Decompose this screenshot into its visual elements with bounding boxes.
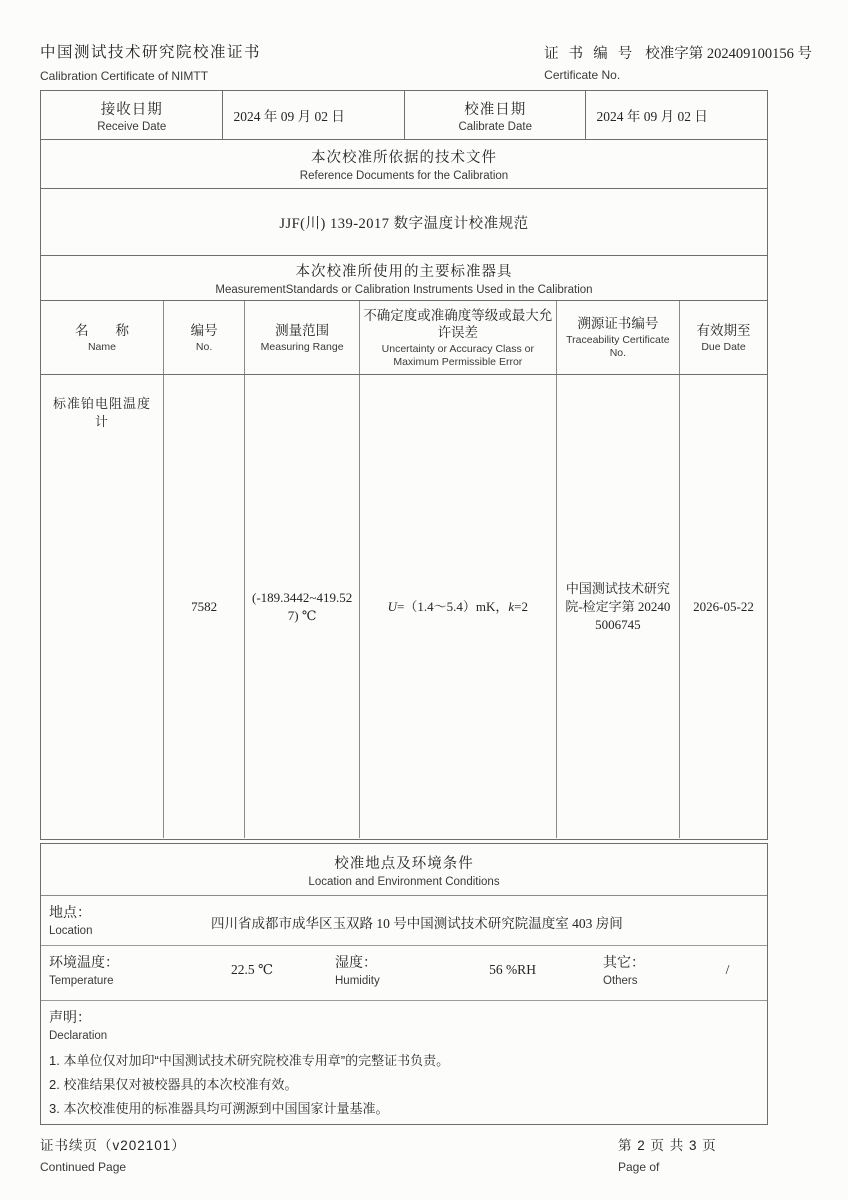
- dates-table: [40, 90, 768, 140]
- uncertainty-symbol-u: U: [387, 598, 398, 614]
- temperature-label-group: [41, 946, 177, 1000]
- reference-heading-en: Reference Documents for the Calibration: [299, 170, 509, 182]
- column-header-uncertainty-zh: 不确定度或准确度等级或最大允许误差: [363, 307, 553, 340]
- column-header-no-en: No.: [195, 340, 213, 353]
- declaration-label-zh: 声明：: [49, 1009, 91, 1025]
- others-label-zh: 其它：: [603, 954, 645, 970]
- instrument-name: 标准铂电阻温度计: [52, 396, 151, 429]
- reference-documents-heading: [40, 139, 768, 189]
- instrument-no: 7582: [191, 598, 218, 614]
- cell-instrument-name: [41, 375, 163, 451]
- coverage-factor-symbol-k: k: [508, 598, 515, 614]
- header-right: [544, 36, 812, 90]
- column-header-range-zh: 测量范围: [275, 322, 330, 338]
- calibrate-date-label-zh: 校准日期: [464, 101, 527, 118]
- calibrate-date-label-cell: [404, 91, 585, 139]
- footer-right: [618, 1134, 768, 1174]
- column-header-traceability: [556, 301, 679, 374]
- certificate-number-value: 校准字第 202409100156 号: [645, 46, 812, 62]
- location-value: 四川省成都市成华区玉双路 10 号中国测试技术研究院温度室 403 房间: [211, 916, 623, 931]
- footer-left: [40, 1134, 186, 1174]
- column-header-traceability-zh: 溯源证书编号: [577, 316, 659, 331]
- calibrate-date-value: 2024 年 09 月 02 日: [585, 91, 767, 139]
- location-label-zh: 地点：: [49, 904, 91, 920]
- column-header-name-en: Name: [87, 340, 116, 353]
- column-header-due-date: [679, 301, 767, 374]
- declaration-item: 3. 本次校准使用的标准器具均可溯源到中国国家计量基准。: [49, 1101, 389, 1116]
- measuring-range: (-189.3442~419.527) ℃: [252, 589, 353, 623]
- reference-heading-zh: 本次校准所依据的技术文件: [311, 150, 497, 166]
- calibrate-date-label-en: Calibrate Date: [458, 120, 532, 133]
- page-footer: [40, 1134, 768, 1174]
- reference-document-value: JJF(川) 139-2017 数字温度计校准规范: [40, 188, 768, 256]
- column-header-uncertainty: [359, 301, 556, 374]
- continued-page-label-zh: 证书续页（v202101）: [40, 1138, 186, 1153]
- page-content: [40, 36, 812, 1174]
- traceability-certificate-no: 中国测试技术研究院-检定字第 202405006745: [565, 580, 671, 632]
- cell-due-date: [679, 375, 767, 838]
- column-header-no-zh: 编号: [190, 322, 218, 338]
- receive-date-label-zh: 接收日期: [100, 101, 163, 118]
- column-header-traceability-en: Traceability Certificate No.: [566, 334, 670, 359]
- column-header-name-zh: 名 称: [74, 322, 129, 338]
- temperature-value: 22.5 ℃: [230, 962, 274, 977]
- others-label-en: Others: [603, 975, 638, 987]
- location-label-group: [41, 896, 211, 945]
- certificate-number-line: [544, 36, 812, 63]
- location-heading-zh: 校准地点及环境条件: [334, 855, 474, 872]
- cell-traceability: [556, 375, 679, 838]
- standards-heading: [40, 255, 768, 301]
- cell-instrument-no: [163, 375, 244, 838]
- header: [40, 36, 812, 90]
- location-heading-en: Location and Environment Conditions: [308, 875, 500, 888]
- column-header-due-date-en: Due Date: [701, 340, 746, 353]
- humidity-label-zh: 湿度：: [335, 954, 377, 970]
- column-header-range: [244, 301, 359, 374]
- receive-date-label-cell: [41, 91, 222, 139]
- certificate-number-label-en: Certificate No.: [544, 68, 621, 82]
- page-title-en: Calibration Certificate of NIMTT: [40, 69, 209, 83]
- others-label-group: [595, 946, 688, 1000]
- column-header-uncertainty-en: Uncertainty or Accuracy Class or Maximum Permissible Error: [381, 342, 534, 368]
- temperature-label-en: Temperature: [49, 975, 114, 987]
- standards-heading-en: MeasurementStandards or Calibration Instruments Used in the Calibration: [215, 284, 593, 296]
- declaration-label-en: Declaration: [49, 1030, 108, 1042]
- humidity-label-en: Humidity: [335, 975, 380, 987]
- uncertainty-value: [363, 569, 553, 645]
- column-header-name: [41, 301, 163, 374]
- standards-table: [40, 300, 768, 840]
- declaration-item: 2. 校准结果仅对被校器具的本次校准有效。: [49, 1077, 298, 1092]
- page-title-zh: 中国测试技术研究院校准证书: [40, 44, 262, 61]
- location-environment-heading: [41, 844, 767, 896]
- declaration-section: [41, 1001, 767, 1124]
- location-row: [41, 896, 767, 946]
- column-header-no: [163, 301, 244, 374]
- receive-date-label-en: Receive Date: [97, 120, 167, 133]
- humidity-value: 56 %RH: [489, 962, 536, 977]
- others-value: /: [725, 962, 730, 977]
- humidity-label-group: [327, 946, 430, 1000]
- column-header-due-date-zh: 有效期至: [696, 322, 751, 338]
- uncertainty-text: =（1.4～5.4）mK，: [397, 598, 509, 614]
- cell-uncertainty: [359, 375, 556, 838]
- temperature-label-zh: 环境温度：: [49, 954, 119, 970]
- standards-table-header: [41, 301, 767, 375]
- declaration-item: 1. 本单位仅对加印“中国测试技术研究院校准专用章”的完整证书负责。: [49, 1053, 450, 1068]
- receive-date-value: 2024 年 09 月 02 日: [222, 91, 404, 139]
- location-label-en: Location: [49, 925, 93, 937]
- location-environment-section: [40, 843, 768, 1125]
- cell-measuring-range: [244, 375, 359, 838]
- certificate-number-label-zh: 证 书 编 号: [544, 46, 636, 62]
- header-left: [40, 36, 261, 90]
- environment-row: [41, 946, 767, 1001]
- column-header-range-en: Measuring Range: [260, 340, 344, 353]
- page-number-zh: 第 2 页 共 3 页: [618, 1138, 717, 1153]
- continued-page-label-en: Continued Page: [40, 1160, 127, 1174]
- due-date: 2026-05-22: [693, 598, 754, 614]
- page-number-en: Page of: [618, 1160, 660, 1174]
- standards-table-row: [41, 375, 767, 839]
- standards-heading-zh: 本次校准所使用的主要标准器具: [295, 264, 513, 280]
- coverage-factor-value: =2: [514, 598, 528, 614]
